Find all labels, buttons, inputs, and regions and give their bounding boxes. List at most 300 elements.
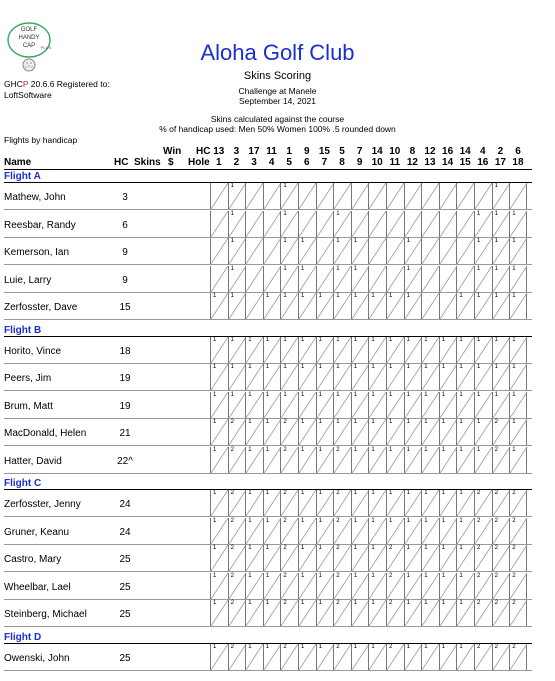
stroke-count: 1 bbox=[441, 446, 446, 453]
player-name: Gruner, Keanu bbox=[4, 526, 70, 538]
score-cell bbox=[263, 447, 281, 473]
player-name: Zerfosster, Dave bbox=[4, 302, 78, 313]
score-cell bbox=[421, 337, 439, 363]
stroke-count: 1 bbox=[389, 517, 393, 524]
score-cell bbox=[333, 337, 351, 363]
hole-number-4: 4 bbox=[268, 157, 275, 168]
score-cell bbox=[245, 211, 263, 237]
score-cell bbox=[456, 490, 474, 516]
svg-text:GOLF: GOLF bbox=[20, 27, 38, 33]
hole-number-15: 15 bbox=[459, 157, 471, 168]
stroke-count: 2 bbox=[494, 545, 498, 551]
hole-handicap-3: 17 bbox=[248, 146, 260, 157]
stroke-count: 1 bbox=[459, 600, 463, 606]
score-cell bbox=[263, 266, 281, 292]
score-cell bbox=[509, 364, 527, 390]
stroke-count: 1 bbox=[213, 572, 217, 579]
score-cell bbox=[298, 183, 316, 209]
win-header: Win bbox=[163, 146, 182, 157]
score-cell bbox=[368, 238, 386, 264]
stroke-count: 1 bbox=[265, 364, 270, 370]
score-cell bbox=[404, 490, 422, 516]
score-cell bbox=[456, 447, 474, 473]
stroke-count: 1 bbox=[406, 643, 410, 650]
score-cell bbox=[228, 211, 246, 237]
stroke-count: 2 bbox=[389, 545, 393, 551]
score-cell bbox=[421, 238, 439, 264]
stroke-count: 1 bbox=[494, 336, 498, 343]
score-cell bbox=[386, 183, 404, 209]
stroke-count: 2 bbox=[283, 490, 287, 496]
stroke-count: 1 bbox=[389, 419, 393, 425]
hole-label: Hole bbox=[188, 157, 210, 168]
stroke-count: 1 bbox=[424, 517, 428, 524]
score-cell bbox=[474, 293, 492, 319]
score-cell bbox=[263, 573, 281, 599]
stroke-count: 2 bbox=[512, 517, 516, 524]
score-cell bbox=[492, 545, 510, 571]
score-cell bbox=[351, 266, 369, 292]
stroke-count: 1 bbox=[248, 643, 252, 650]
stroke-count: 1 bbox=[441, 517, 446, 524]
stroke-count: 1 bbox=[230, 265, 234, 272]
stroke-count: 2 bbox=[283, 545, 287, 551]
stroke-count: 1 bbox=[265, 293, 270, 299]
stroke-count: 1 bbox=[459, 572, 463, 579]
score-cell bbox=[210, 518, 228, 544]
stroke-count: 1 bbox=[441, 490, 446, 496]
score-cell bbox=[263, 518, 281, 544]
hole-number-8: 8 bbox=[339, 157, 345, 168]
score-cell bbox=[368, 573, 386, 599]
stroke-count: 1 bbox=[353, 572, 358, 579]
score-cell bbox=[351, 644, 369, 670]
stroke-count: 2 bbox=[512, 600, 516, 606]
stroke-count: 1 bbox=[213, 490, 217, 496]
score-cell bbox=[351, 337, 369, 363]
stroke-count: 1 bbox=[336, 336, 340, 343]
player-handicap: 24 bbox=[119, 526, 131, 538]
hole-handicap-6: 9 bbox=[304, 146, 310, 157]
score-cell bbox=[456, 644, 474, 670]
score-cell bbox=[439, 644, 457, 670]
stroke-count: 1 bbox=[318, 391, 322, 398]
stroke-count: 1 bbox=[213, 293, 217, 299]
stroke-count: 1 bbox=[459, 336, 463, 343]
stroke-count: 2 bbox=[494, 446, 498, 453]
score-cell bbox=[351, 238, 369, 264]
score-cell bbox=[421, 211, 439, 237]
score-cell bbox=[386, 644, 404, 670]
score-cell bbox=[404, 293, 422, 319]
score-cell bbox=[245, 238, 263, 264]
stroke-count: 1 bbox=[441, 643, 446, 650]
stroke-count: 1 bbox=[301, 572, 305, 579]
stroke-count: 2 bbox=[477, 600, 481, 606]
stroke-count: 2 bbox=[512, 490, 516, 496]
stroke-count: 1 bbox=[371, 419, 375, 425]
score-cell bbox=[456, 600, 474, 626]
hole-handicap-2: 3 bbox=[233, 146, 240, 157]
score-cell bbox=[228, 183, 246, 209]
stroke-count: 1 bbox=[371, 490, 375, 496]
score-cell bbox=[421, 545, 439, 571]
stroke-count: 1 bbox=[389, 446, 393, 453]
stroke-count: 1 bbox=[477, 265, 481, 272]
stroke-count: 1 bbox=[230, 238, 234, 244]
score-cell bbox=[474, 644, 492, 670]
stroke-count: 2 bbox=[494, 600, 498, 606]
stroke-count: 2 bbox=[336, 490, 340, 496]
score-cell bbox=[333, 490, 351, 516]
stroke-count: 1 bbox=[512, 238, 516, 244]
stroke-count: 1 bbox=[301, 446, 305, 453]
score-cell bbox=[351, 545, 369, 571]
calc-note: Skins calculated against the course bbox=[210, 114, 345, 124]
score-cell bbox=[210, 419, 228, 445]
stroke-count: 2 bbox=[283, 600, 287, 606]
stroke-count: 2 bbox=[230, 643, 234, 650]
stroke-count: 1 bbox=[213, 600, 217, 606]
score-cell bbox=[439, 600, 457, 626]
score-cell bbox=[351, 447, 369, 473]
score-cell bbox=[298, 644, 316, 670]
score-cell bbox=[404, 644, 422, 670]
score-cell bbox=[404, 573, 422, 599]
score-cell bbox=[404, 600, 422, 626]
score-cell bbox=[333, 392, 351, 418]
score-cell bbox=[421, 518, 439, 544]
score-cell bbox=[228, 447, 246, 473]
stroke-count: 2 bbox=[512, 643, 516, 650]
stroke-count: 1 bbox=[301, 545, 305, 551]
score-cell bbox=[492, 364, 510, 390]
stroke-count: 1 bbox=[353, 517, 358, 524]
score-cell bbox=[509, 238, 527, 264]
stroke-count: 1 bbox=[283, 183, 287, 189]
score-cell bbox=[492, 518, 510, 544]
stroke-count: 1 bbox=[441, 572, 446, 579]
stroke-count: 1 bbox=[336, 364, 340, 370]
score-cell bbox=[298, 419, 316, 445]
score-cell bbox=[316, 238, 334, 264]
score-cell bbox=[263, 392, 281, 418]
score-cell bbox=[228, 337, 246, 363]
player-name: Zerfosster, Jenny bbox=[4, 499, 81, 510]
score-cell bbox=[474, 266, 492, 292]
stroke-count: 1 bbox=[459, 545, 463, 551]
hole-number-3: 3 bbox=[251, 157, 257, 168]
score-cell bbox=[298, 266, 316, 292]
score-cell bbox=[298, 211, 316, 237]
stroke-count: 1 bbox=[336, 210, 340, 217]
hole-handicap-14: 16 bbox=[442, 146, 454, 157]
stroke-count: 2 bbox=[283, 643, 287, 650]
score-cell bbox=[421, 573, 439, 599]
score-cell bbox=[421, 266, 439, 292]
score-cell bbox=[474, 573, 492, 599]
score-cell bbox=[404, 238, 422, 264]
player-name: Wheelbar, Lael bbox=[4, 581, 71, 593]
score-cell bbox=[509, 266, 527, 292]
stroke-count: 1 bbox=[336, 419, 340, 425]
score-cell bbox=[404, 518, 422, 544]
stroke-count: 1 bbox=[424, 336, 428, 343]
score-cell bbox=[333, 266, 351, 292]
stroke-count: 1 bbox=[389, 490, 393, 496]
hole-number-11: 11 bbox=[389, 157, 401, 168]
score-cell bbox=[316, 364, 334, 390]
score-cell bbox=[421, 364, 439, 390]
score-cell bbox=[368, 293, 386, 319]
score-cell bbox=[280, 447, 298, 473]
stroke-count: 1 bbox=[406, 600, 410, 606]
score-cell bbox=[439, 364, 457, 390]
score-cell bbox=[474, 364, 492, 390]
stroke-count: 2 bbox=[336, 517, 340, 524]
score-cell bbox=[228, 364, 246, 390]
stroke-count: 1 bbox=[213, 545, 217, 551]
score-cell bbox=[509, 545, 527, 571]
flight-label: Flight B bbox=[4, 324, 42, 336]
stroke-count: 2 bbox=[477, 643, 481, 650]
stroke-count: 2 bbox=[230, 446, 234, 453]
stroke-count: 1 bbox=[248, 419, 252, 425]
score-cell bbox=[280, 211, 298, 237]
stroke-count: 1 bbox=[389, 293, 393, 299]
score-cell bbox=[368, 447, 386, 473]
score-cell bbox=[263, 183, 281, 209]
stroke-count: 1 bbox=[494, 364, 498, 370]
score-cell bbox=[245, 518, 263, 544]
player-name: Hatter, David bbox=[4, 455, 62, 467]
score-cell bbox=[421, 419, 439, 445]
stroke-count: 2 bbox=[336, 643, 340, 650]
score-cell bbox=[316, 644, 334, 670]
score-cell bbox=[404, 337, 422, 363]
score-cell bbox=[210, 573, 228, 599]
hole-number-2: 2 bbox=[233, 157, 240, 168]
stroke-count: 1 bbox=[265, 391, 270, 398]
stroke-count: 1 bbox=[371, 446, 375, 453]
score-cell bbox=[263, 419, 281, 445]
stroke-count: 1 bbox=[283, 336, 287, 343]
score-cell bbox=[210, 293, 228, 319]
score-cell bbox=[509, 211, 527, 237]
stroke-count: 1 bbox=[318, 336, 322, 343]
stroke-count: 1 bbox=[441, 419, 446, 425]
score-cell bbox=[386, 211, 404, 237]
score-cell bbox=[368, 337, 386, 363]
stroke-count: 1 bbox=[441, 364, 446, 370]
stroke-count: 1 bbox=[230, 364, 234, 370]
stroke-count: 1 bbox=[512, 391, 516, 398]
stroke-count: 1 bbox=[406, 517, 410, 524]
stroke-count: 1 bbox=[301, 391, 305, 398]
header-divider bbox=[4, 169, 532, 170]
score-cell bbox=[368, 600, 386, 626]
score-cell bbox=[368, 364, 386, 390]
score-cell bbox=[474, 419, 492, 445]
score-cell bbox=[228, 600, 246, 626]
score-cell bbox=[509, 600, 527, 626]
stroke-count: 1 bbox=[371, 643, 375, 650]
score-cell bbox=[298, 392, 316, 418]
stroke-count: 1 bbox=[248, 600, 252, 606]
score-cell bbox=[456, 337, 474, 363]
dollar-header: $ bbox=[168, 157, 174, 168]
player-handicap: 6 bbox=[122, 219, 128, 231]
score-cell bbox=[474, 211, 492, 237]
score-cell bbox=[439, 266, 457, 292]
stroke-count: 1 bbox=[389, 336, 393, 343]
stroke-count: 1 bbox=[283, 391, 287, 398]
stroke-count: 1 bbox=[265, 419, 270, 425]
score-cell bbox=[333, 238, 351, 264]
score-cell bbox=[280, 238, 298, 264]
report-title: Skins Scoring bbox=[243, 70, 312, 82]
stroke-count: 2 bbox=[283, 572, 287, 579]
score-cell bbox=[492, 419, 510, 445]
score-cell bbox=[509, 183, 527, 209]
score-cell bbox=[351, 183, 369, 209]
stroke-count: 2 bbox=[283, 419, 287, 425]
stroke-count: 1 bbox=[283, 364, 287, 370]
score-cell bbox=[456, 364, 474, 390]
stroke-count: 2 bbox=[494, 643, 498, 650]
player-name: Owenski, John bbox=[4, 652, 70, 664]
hole-number-13: 13 bbox=[424, 157, 436, 168]
score-cell bbox=[386, 419, 404, 445]
score-cell bbox=[245, 490, 263, 516]
stroke-count: 1 bbox=[213, 419, 217, 425]
stroke-count: 1 bbox=[389, 391, 393, 398]
stroke-count: 1 bbox=[441, 600, 446, 606]
stroke-count: 1 bbox=[213, 446, 217, 453]
club-name: Aloha Golf Club bbox=[200, 40, 355, 65]
score-cell bbox=[210, 545, 228, 571]
name-header: Name bbox=[4, 157, 32, 168]
player-handicap: 19 bbox=[119, 400, 131, 412]
player-handicap: 24 bbox=[119, 499, 131, 510]
score-cell bbox=[439, 392, 457, 418]
score-cell bbox=[386, 392, 404, 418]
stroke-count: 1 bbox=[213, 391, 217, 398]
stroke-count: 1 bbox=[371, 391, 375, 398]
stroke-count: 1 bbox=[512, 293, 516, 299]
player-handicap: 25 bbox=[119, 581, 131, 593]
stroke-count: 1 bbox=[477, 238, 481, 244]
score-cell bbox=[492, 392, 510, 418]
score-cell bbox=[404, 364, 422, 390]
score-cell bbox=[316, 211, 334, 237]
score-cell bbox=[368, 545, 386, 571]
score-cell bbox=[228, 419, 246, 445]
stroke-count: 1 bbox=[459, 419, 463, 425]
score-cell bbox=[404, 545, 422, 571]
stroke-count: 1 bbox=[230, 183, 234, 189]
score-cell bbox=[509, 490, 527, 516]
score-cell bbox=[333, 545, 351, 571]
score-cell bbox=[404, 183, 422, 209]
player-handicap: 18 bbox=[119, 345, 131, 357]
score-cell bbox=[404, 266, 422, 292]
stroke-count: 2 bbox=[283, 517, 287, 524]
stroke-count: 1 bbox=[371, 572, 375, 579]
score-cell bbox=[456, 266, 474, 292]
stroke-count: 1 bbox=[371, 545, 375, 551]
stroke-count: 1 bbox=[494, 183, 498, 189]
stroke-count: 1 bbox=[477, 391, 481, 398]
score-cell bbox=[316, 183, 334, 209]
stroke-count: 1 bbox=[353, 419, 358, 425]
hole-number-12: 12 bbox=[406, 157, 418, 168]
player-handicap: 25 bbox=[119, 554, 131, 565]
stroke-count: 1 bbox=[424, 643, 428, 650]
score-cell bbox=[245, 364, 263, 390]
score-cell bbox=[245, 644, 263, 670]
stroke-count: 1 bbox=[301, 517, 305, 524]
score-cell bbox=[333, 419, 351, 445]
score-cell bbox=[280, 419, 298, 445]
hole-handicap-8: 5 bbox=[339, 146, 345, 157]
score-cell bbox=[245, 183, 263, 209]
stroke-count: 1 bbox=[406, 364, 410, 370]
svg-text:PLUS: PLUS bbox=[40, 45, 52, 50]
stroke-count: 1 bbox=[494, 238, 498, 244]
hole-hc-label: HC bbox=[196, 146, 211, 157]
stroke-count: 1 bbox=[477, 446, 481, 453]
score-cell bbox=[439, 447, 457, 473]
stroke-count: 1 bbox=[248, 572, 252, 579]
score-cell bbox=[492, 266, 510, 292]
stroke-count: 1 bbox=[318, 572, 322, 579]
stroke-count: 1 bbox=[477, 364, 481, 370]
stroke-count: 1 bbox=[248, 336, 252, 343]
score-cell bbox=[386, 545, 404, 571]
stroke-count: 2 bbox=[494, 572, 498, 579]
stroke-count: 1 bbox=[371, 293, 375, 299]
player-handicap: 25 bbox=[119, 609, 131, 620]
score-cell bbox=[333, 364, 351, 390]
score-cell bbox=[316, 545, 334, 571]
stroke-count: 1 bbox=[353, 545, 358, 551]
stroke-count: 2 bbox=[494, 490, 498, 496]
score-cell bbox=[456, 392, 474, 418]
stroke-count: 1 bbox=[406, 572, 410, 579]
score-cell bbox=[333, 447, 351, 473]
score-cell bbox=[439, 211, 457, 237]
score-cell bbox=[439, 293, 457, 319]
stroke-count: 1 bbox=[494, 391, 498, 398]
score-cell bbox=[439, 238, 457, 264]
score-cell bbox=[280, 364, 298, 390]
score-cell bbox=[210, 337, 228, 363]
score-cell bbox=[386, 364, 404, 390]
score-cell bbox=[316, 573, 334, 599]
stroke-count: 2 bbox=[336, 545, 340, 551]
stroke-count: 1 bbox=[406, 336, 410, 343]
score-cell bbox=[280, 644, 298, 670]
stroke-count: 1 bbox=[301, 643, 305, 650]
score-cell bbox=[509, 644, 527, 670]
stroke-count: 1 bbox=[353, 446, 358, 453]
score-cell bbox=[210, 211, 228, 237]
score-cell bbox=[280, 183, 298, 209]
hole-number-14: 14 bbox=[442, 157, 454, 168]
stroke-count: 1 bbox=[512, 364, 516, 370]
hole-number-17: 17 bbox=[494, 157, 506, 168]
